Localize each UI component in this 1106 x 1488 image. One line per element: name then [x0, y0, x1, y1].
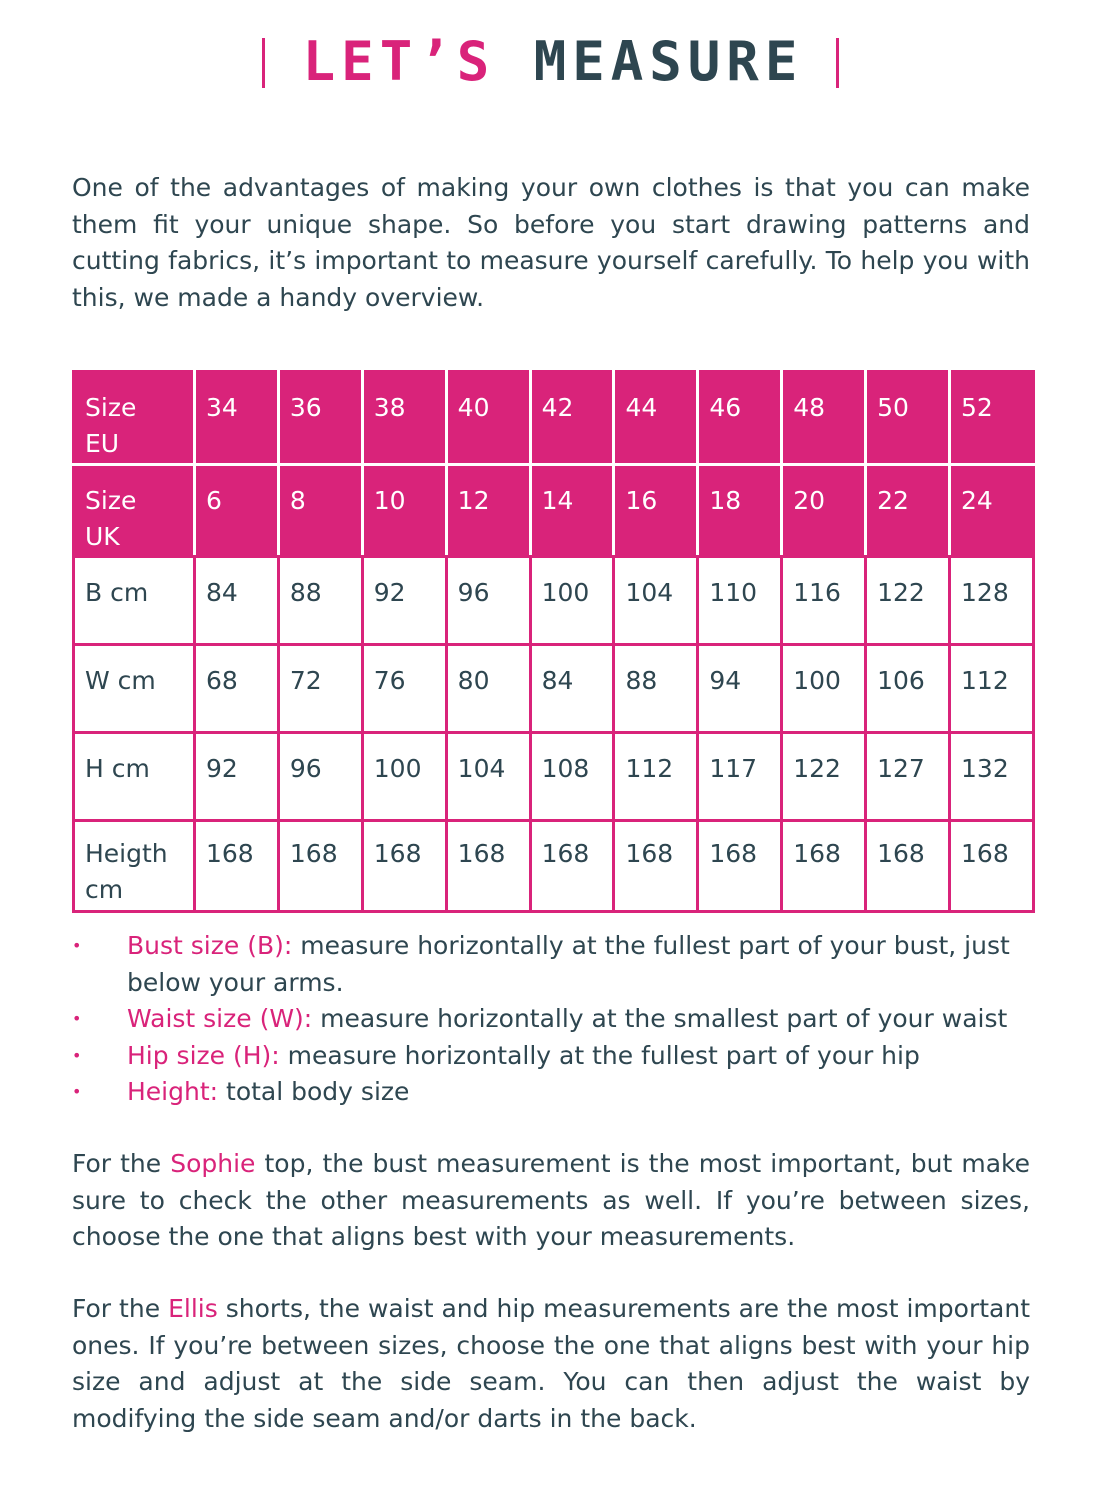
bullet-icon: •	[72, 1082, 82, 1101]
table-cell: 127	[866, 733, 950, 821]
page-title-text	[0, 30, 1106, 94]
table-cell: 168	[195, 821, 279, 912]
table-cell: 168	[950, 821, 1034, 912]
table-cell: 110	[698, 557, 782, 645]
measurement-definitions-list	[72, 928, 1032, 1111]
table-cell: 168	[614, 821, 698, 912]
table-cell: 168	[530, 821, 614, 912]
table-cell: 96	[278, 733, 362, 821]
definition-term: Bust size (B):	[127, 931, 293, 960]
row-label-line: Size	[85, 486, 137, 515]
table-row-waist	[74, 645, 1034, 733]
table-cell: 50	[866, 372, 950, 465]
table-cell: 24	[950, 465, 1034, 557]
table-cell: 8	[278, 465, 362, 557]
table-cell: 168	[446, 821, 530, 912]
list-item-waist	[72, 1001, 1032, 1038]
definition-term: Hip size (H):	[127, 1040, 280, 1070]
table-cell: 76	[362, 645, 446, 733]
table-cell: 92	[195, 733, 279, 821]
table-cell: 68	[195, 645, 279, 733]
table-cell: 112	[950, 645, 1034, 733]
table-cell: 100	[782, 645, 866, 733]
table-cell: 18	[698, 465, 782, 557]
bullet-icon: •	[72, 1045, 82, 1065]
table-cell: 42	[530, 372, 614, 465]
bullet-icon: •	[72, 1009, 82, 1028]
table-cell: 117	[698, 733, 782, 821]
table-cell: 94	[698, 645, 782, 733]
table-cell: 132	[950, 733, 1034, 821]
definition-text: measure horizontally at the fullest part of your bust, just below your arms.	[127, 931, 1010, 997]
table-row-hip	[74, 733, 1034, 821]
definition-text: total body size	[218, 1077, 410, 1106]
table-cell: 22	[866, 465, 950, 557]
definition-term: Height:	[127, 1077, 219, 1106]
definition-text: measure horizontally at the fullest part of your hip	[279, 1040, 920, 1070]
row-label-waist: W cm	[74, 645, 195, 733]
table-cell: 14	[530, 465, 614, 557]
list-item-hip	[72, 1038, 1032, 1075]
row-label-line: Size	[85, 393, 137, 422]
list-item-height	[72, 1074, 1032, 1111]
paragraph-text: For the	[72, 1294, 169, 1323]
row-label-hip: H cm	[74, 733, 195, 821]
sophie-paragraph	[72, 1146, 1030, 1256]
table-cell: 12	[446, 465, 530, 557]
table-cell: 168	[278, 821, 362, 912]
pattern-name-ellis: Ellis	[168, 1294, 218, 1323]
table-cell: 52	[950, 372, 1034, 465]
table-cell: 168	[866, 821, 950, 912]
table-cell: 10	[362, 465, 446, 557]
table-cell: 72	[278, 645, 362, 733]
table-row-bust	[74, 557, 1034, 645]
table-cell: 168	[782, 821, 866, 912]
table-cell: 44	[614, 372, 698, 465]
table-cell: 80	[446, 645, 530, 733]
table-cell: 84	[195, 557, 279, 645]
table-cell: 16	[614, 465, 698, 557]
bullet-icon: •	[72, 936, 82, 955]
definition-text: measure horizontally at the smallest part of your waist	[312, 1004, 1008, 1033]
table-row-size-uk	[74, 465, 1034, 557]
table-cell: 168	[362, 821, 446, 912]
table-cell: 48	[782, 372, 866, 465]
table-cell: 104	[446, 733, 530, 821]
table-row-height	[74, 821, 1034, 912]
table-cell: 122	[866, 557, 950, 645]
row-label-line: EU	[85, 429, 120, 458]
table-cell: 122	[782, 733, 866, 821]
row-label-height	[74, 821, 195, 912]
table-cell: 38	[362, 372, 446, 465]
table-cell: 96	[446, 557, 530, 645]
table-cell: 116	[782, 557, 866, 645]
table-cell: 88	[614, 645, 698, 733]
title-right-divider	[836, 38, 839, 88]
table-cell: 92	[362, 557, 446, 645]
row-label-line: cm	[85, 875, 124, 904]
table-cell: 112	[614, 733, 698, 821]
table-cell: 88	[278, 557, 362, 645]
list-item-bust	[72, 928, 1032, 1001]
table-cell: 100	[530, 557, 614, 645]
table-cell: 108	[530, 733, 614, 821]
table-cell: 104	[614, 557, 698, 645]
table-cell: 20	[782, 465, 866, 557]
title-part-lets: LET’S	[302, 30, 496, 93]
row-label-size-eu	[74, 372, 195, 465]
table-cell: 46	[698, 372, 782, 465]
row-label-bust: B cm	[74, 557, 195, 645]
definition-term: Waist size (W):	[127, 1004, 313, 1033]
table-cell: 36	[278, 372, 362, 465]
intro-paragraph: One of the advantages of making your own clothes is that you can make them fit your unique shape. So before you start drawing patterns and cutting fabrics, it’s important to measure yourself carefully. To help you with this, we made a handy overview.	[72, 173, 1030, 312]
paragraph-text: For the	[72, 1149, 171, 1178]
table-cell: 168	[698, 821, 782, 912]
table-row-size-eu	[74, 372, 1034, 465]
table-cell: 6	[195, 465, 279, 557]
table-cell: 128	[950, 557, 1034, 645]
table-cell: 84	[530, 645, 614, 733]
title-part-measure: MEASURE	[533, 30, 804, 93]
table-cell: 34	[195, 372, 279, 465]
pattern-name-sophie: Sophie	[170, 1149, 256, 1178]
table-cell: 106	[866, 645, 950, 733]
page-title	[0, 30, 1106, 94]
size-chart-table	[72, 370, 1035, 913]
row-label-line: UK	[85, 522, 120, 551]
table-cell: 100	[362, 733, 446, 821]
row-label-line: Heigth	[85, 839, 168, 868]
row-label-size-uk	[74, 465, 195, 557]
paragraph-text: shorts, the waist and hip measurements are the most important ones. If you’re between sizes, choose the one that aligns best with your hip size and adjust at the side seam. You can then adjust the waist by modifying the side seam and/or darts in the back.	[72, 1294, 1030, 1433]
ellis-paragraph	[72, 1291, 1030, 1437]
paragraph-text: top, the bust measurement is the most important, but make sure to check the other measurements as well. If you’re between sizes, choose the one that aligns best with your measurements.	[72, 1149, 1031, 1251]
table-cell: 40	[446, 372, 530, 465]
